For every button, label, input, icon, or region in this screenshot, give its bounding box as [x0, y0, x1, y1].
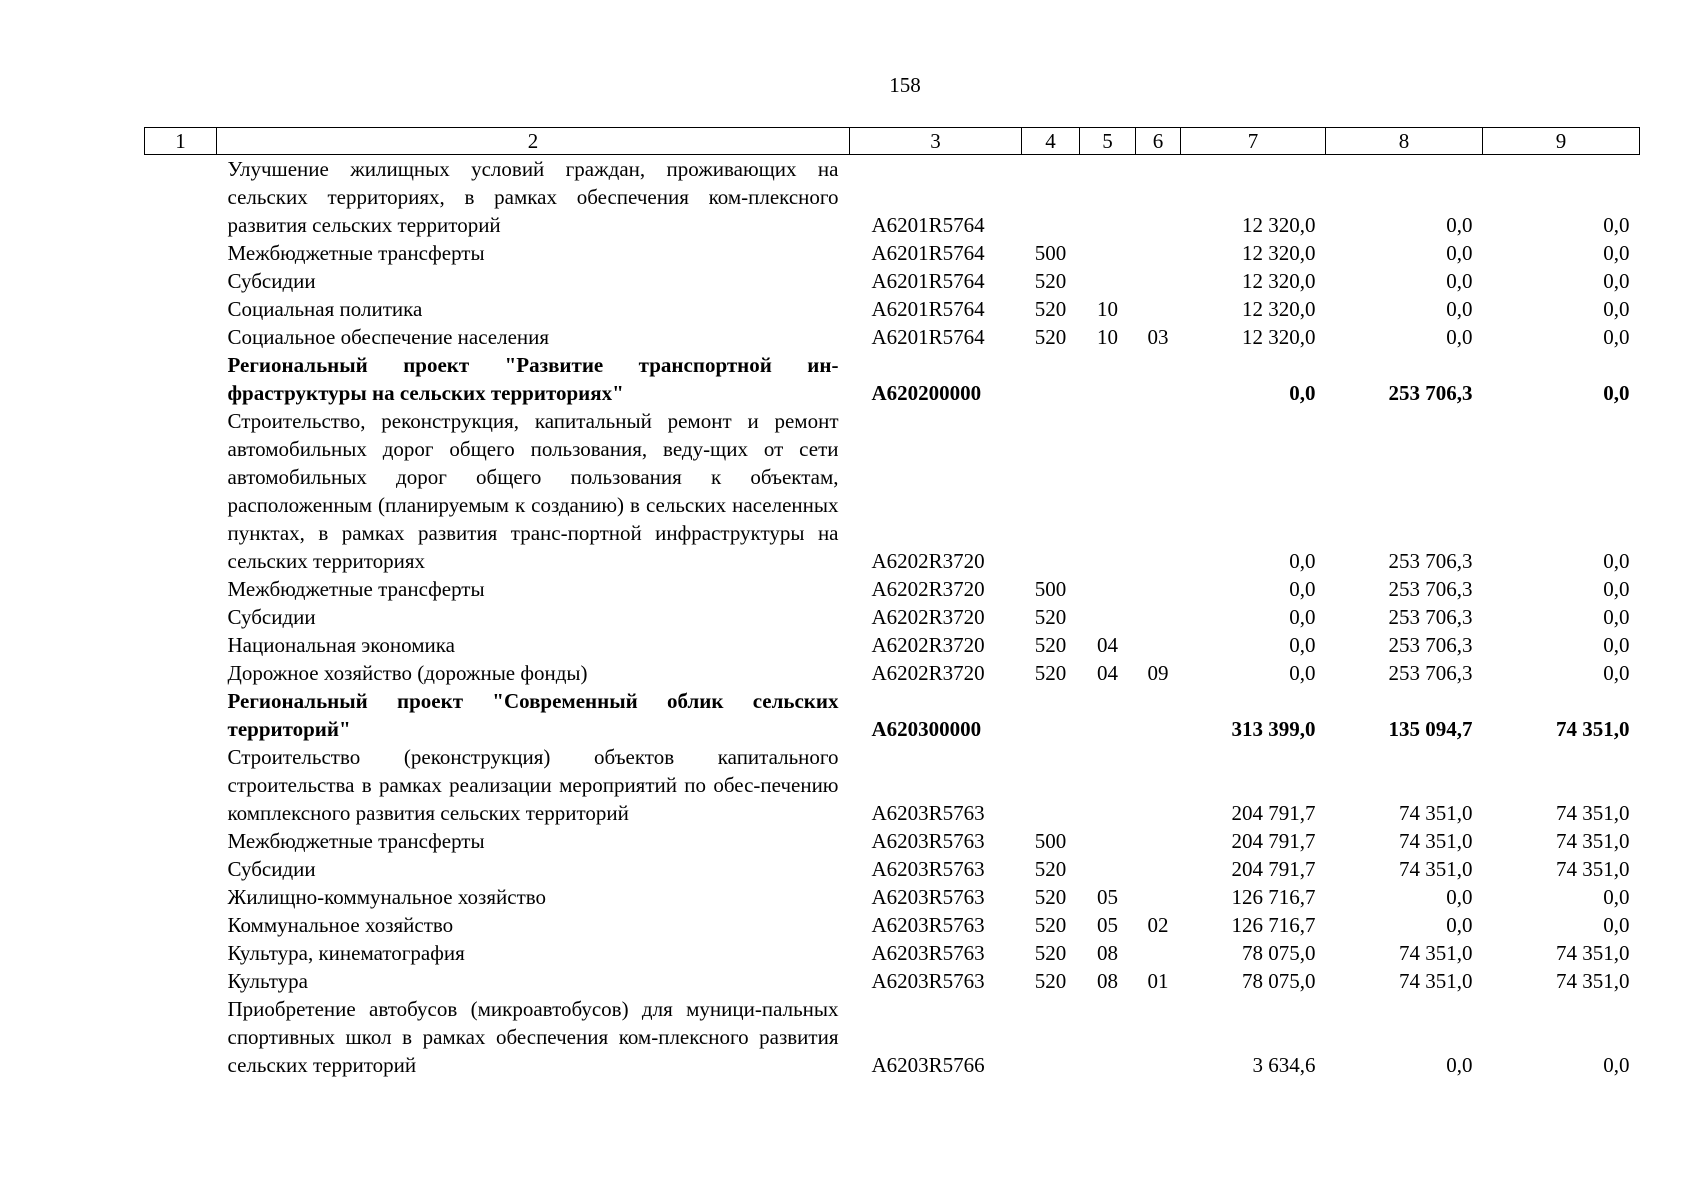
- row-expense-type: [1022, 155, 1080, 240]
- row-value-col8: 253 706,3: [1388, 605, 1473, 629]
- row-number-cell: [145, 155, 217, 240]
- row-code: А6203R5763: [871, 969, 985, 993]
- row-name: Приобретение автобусов (микроавтобусов) для муници-пальных спортивных школ в рамках обеспечения ком-плексного развития сельских территорий: [227, 997, 839, 1077]
- table-row: [145, 267, 1640, 295]
- row-code: А620200000: [871, 381, 982, 405]
- row-value-col7: 12 320,0: [1242, 269, 1316, 293]
- row-number-cell: [145, 407, 217, 575]
- row-code: А6201R5764: [871, 325, 985, 349]
- table-row: [145, 939, 1640, 967]
- row-value-col7: 0,0: [1289, 633, 1316, 657]
- column-header: 8: [1326, 128, 1483, 155]
- row-code: А6202R3720: [871, 549, 985, 573]
- row-value-col8: 0,0: [1446, 885, 1473, 909]
- row-expense-type: 520: [1034, 633, 1067, 657]
- row-value-col8: 0,0: [1446, 297, 1473, 321]
- row-number-cell: [145, 995, 217, 1079]
- row-section: [1080, 155, 1136, 240]
- row-subsection: [1136, 631, 1181, 659]
- row-code: А6201R5764: [871, 213, 985, 237]
- row-number-cell: [145, 351, 217, 407]
- row-number-cell: [145, 855, 217, 883]
- row-code: А6202R3720: [871, 577, 985, 601]
- column-header: 1: [145, 128, 217, 155]
- row-section: [1080, 995, 1136, 1079]
- row-value-col7: 0,0: [1289, 661, 1316, 685]
- row-value-col7: 12 320,0: [1242, 241, 1316, 265]
- row-name: Улучшение жилищных условий граждан, проживающих на сельских территориях, в рамках обеспечения ком-плексного развития сельских территорий: [227, 157, 839, 237]
- row-value-col8: 253 706,3: [1388, 661, 1473, 685]
- row-value-col7: 12 320,0: [1242, 213, 1316, 237]
- row-value-col9: 74 351,0: [1556, 801, 1630, 825]
- row-value-col8: 74 351,0: [1399, 941, 1473, 965]
- row-name: Региональный проект "Современный облик сельских территорий": [227, 689, 839, 741]
- table-row: [145, 995, 1640, 1079]
- row-number-cell: [145, 687, 217, 743]
- row-number-cell: [145, 939, 217, 967]
- row-code: А6203R5763: [871, 885, 985, 909]
- row-code: А6203R5763: [871, 857, 985, 881]
- row-value-col9: 0,0: [1603, 605, 1630, 629]
- row-code: А6201R5764: [871, 297, 985, 321]
- table-row: [145, 295, 1640, 323]
- row-number-cell: [145, 603, 217, 631]
- row-expense-type: 520: [1034, 941, 1067, 965]
- row-expense-type: [1022, 995, 1080, 1079]
- row-number-cell: [145, 827, 217, 855]
- row-value-col8: 0,0: [1446, 269, 1473, 293]
- row-number-cell: [145, 911, 217, 939]
- table-row: [145, 575, 1640, 603]
- row-value-col8: 74 351,0: [1399, 801, 1473, 825]
- row-value-col7: 3 634,6: [1252, 1053, 1316, 1077]
- row-value-col8: 253 706,3: [1388, 577, 1473, 601]
- row-value-col8: 0,0: [1446, 213, 1473, 237]
- row-subsection: [1136, 239, 1181, 267]
- row-expense-type: 520: [1034, 297, 1067, 321]
- column-header: 7: [1181, 128, 1326, 155]
- table-row: [145, 659, 1640, 687]
- row-expense-type: 520: [1034, 969, 1067, 993]
- row-section: [1080, 575, 1136, 603]
- row-value-col7: 0,0: [1289, 381, 1316, 405]
- row-section: 08: [1097, 941, 1118, 965]
- column-header: 9: [1483, 128, 1640, 155]
- row-subsection: [1136, 267, 1181, 295]
- row-value-col8: 74 351,0: [1399, 969, 1473, 993]
- row-value-col9: 74 351,0: [1556, 717, 1630, 741]
- row-expense-type: 520: [1034, 885, 1067, 909]
- table-row: [145, 239, 1640, 267]
- row-section: [1080, 267, 1136, 295]
- row-number-cell: [145, 743, 217, 827]
- row-number-cell: [145, 659, 217, 687]
- row-name: Коммунальное хозяйство: [227, 913, 454, 937]
- row-value-col7: 126 716,7: [1231, 913, 1316, 937]
- row-code: А6203R5763: [871, 913, 985, 937]
- row-value-col9: 74 351,0: [1556, 941, 1630, 965]
- row-expense-type: 500: [1034, 577, 1067, 601]
- row-value-col7: 0,0: [1289, 577, 1316, 601]
- row-value-col7: 12 320,0: [1242, 325, 1316, 349]
- row-section: [1080, 855, 1136, 883]
- row-subsection: [1136, 743, 1181, 827]
- table-row: [145, 323, 1640, 351]
- row-code: А6202R3720: [871, 633, 985, 657]
- row-value-col7: 204 791,7: [1231, 857, 1316, 881]
- column-header: 5: [1080, 128, 1136, 155]
- row-section: [1080, 743, 1136, 827]
- row-value-col7: 313 399,0: [1231, 717, 1316, 741]
- row-value-col8: 0,0: [1446, 241, 1473, 265]
- row-section: [1080, 407, 1136, 575]
- table-row: [145, 827, 1640, 855]
- page-number: 158: [889, 73, 921, 97]
- row-subsection: 01: [1147, 969, 1169, 993]
- row-expense-type: [1022, 687, 1080, 743]
- row-code: А620300000: [871, 717, 982, 741]
- row-section: [1080, 351, 1136, 407]
- row-name: Дорожное хозяйство (дорожные фонды): [227, 661, 588, 685]
- row-name: Межбюджетные трансферты: [227, 577, 485, 601]
- row-code: А6201R5764: [871, 269, 985, 293]
- row-number-cell: [145, 239, 217, 267]
- row-code: А6203R5763: [871, 829, 985, 853]
- row-value-col7: 0,0: [1289, 549, 1316, 573]
- row-value-col9: 74 351,0: [1556, 829, 1630, 853]
- row-value-col7: 204 791,7: [1231, 801, 1316, 825]
- row-value-col7: 126 716,7: [1231, 885, 1316, 909]
- table-row: [145, 743, 1640, 827]
- row-name: Региональный проект "Развитие транспортной ин-фраструктуры на сельских территориях": [227, 353, 839, 405]
- row-value-col9: 0,0: [1603, 885, 1630, 909]
- row-value-col7: 204 791,7: [1231, 829, 1316, 853]
- row-value-col8: 0,0: [1446, 325, 1473, 349]
- row-value-col8: 74 351,0: [1399, 857, 1473, 881]
- table-row: [145, 911, 1640, 939]
- row-value-col9: 0,0: [1603, 633, 1630, 657]
- row-code: А6203R5763: [871, 941, 985, 965]
- row-name: Социальная политика: [227, 297, 423, 321]
- row-subsection: [1136, 883, 1181, 911]
- row-section: [1080, 603, 1136, 631]
- row-expense-type: 520: [1034, 269, 1067, 293]
- table-row: [145, 603, 1640, 631]
- row-subsection: 02: [1147, 913, 1169, 937]
- row-number-cell: [145, 323, 217, 351]
- row-subsection: [1136, 939, 1181, 967]
- row-value-col7: 12 320,0: [1242, 297, 1316, 321]
- row-code: А6201R5764: [871, 241, 985, 265]
- row-name: Национальная экономика: [227, 633, 455, 657]
- row-value-col9: 0,0: [1603, 661, 1630, 685]
- row-subsection: [1136, 855, 1181, 883]
- row-expense-type: [1022, 351, 1080, 407]
- row-expense-type: 520: [1034, 857, 1067, 881]
- table-row: [145, 407, 1640, 575]
- row-name: Социальное обеспечение населения: [227, 325, 550, 349]
- row-name: Субсидии: [227, 605, 316, 629]
- column-header: 4: [1022, 128, 1080, 155]
- row-name: Строительство (реконструкция) объектов капитального строительства в рамках реализации мероприятий по обес-печению комплексного развития сельских территорий: [227, 745, 839, 825]
- row-value-col9: 0,0: [1603, 213, 1630, 237]
- row-number-cell: [145, 575, 217, 603]
- row-value-col9: 0,0: [1603, 325, 1630, 349]
- row-section: [1080, 827, 1136, 855]
- row-number-cell: [145, 883, 217, 911]
- row-subsection: [1136, 575, 1181, 603]
- budget-table: [144, 127, 1640, 1079]
- row-value-col8: 135 094,7: [1388, 717, 1473, 741]
- row-number-cell: [145, 295, 217, 323]
- row-value-col8: 253 706,3: [1388, 633, 1473, 657]
- row-expense-type: [1022, 743, 1080, 827]
- row-subsection: [1136, 295, 1181, 323]
- row-value-col8: 0,0: [1446, 1053, 1473, 1077]
- row-subsection: [1136, 155, 1181, 240]
- row-name: Культура, кинематография: [227, 941, 465, 965]
- table-row: [145, 631, 1640, 659]
- row-section: [1080, 239, 1136, 267]
- row-value-col7: 78 075,0: [1242, 969, 1316, 993]
- row-name: Культура: [227, 969, 308, 993]
- row-section: [1080, 687, 1136, 743]
- row-expense-type: [1022, 407, 1080, 575]
- row-code: А6203R5763: [871, 801, 985, 825]
- row-value-col9: 74 351,0: [1556, 969, 1630, 993]
- row-section: 04: [1097, 633, 1118, 657]
- row-section: 04: [1097, 661, 1118, 685]
- table-row: [145, 351, 1640, 407]
- column-header: 6: [1136, 128, 1181, 155]
- row-value-col7: 0,0: [1289, 605, 1316, 629]
- row-section: 05: [1097, 913, 1118, 937]
- row-name: Жилищно-коммунальное хозяйство: [227, 885, 547, 909]
- row-value-col7: 78 075,0: [1242, 941, 1316, 965]
- row-name: Межбюджетные трансферты: [227, 829, 485, 853]
- row-code: А6203R5766: [871, 1053, 985, 1077]
- row-code: А6202R3720: [871, 661, 985, 685]
- row-value-col8: 253 706,3: [1388, 381, 1473, 405]
- row-value-col9: 0,0: [1603, 241, 1630, 265]
- row-number-cell: [145, 967, 217, 995]
- row-number-cell: [145, 267, 217, 295]
- table-row: [145, 967, 1640, 995]
- header-row: [145, 128, 1640, 155]
- table-row: [145, 155, 1640, 240]
- row-number-cell: [145, 631, 217, 659]
- row-subsection: 09: [1147, 661, 1169, 685]
- row-code: А6202R3720: [871, 605, 985, 629]
- row-value-col8: 0,0: [1446, 913, 1473, 937]
- row-section: 05: [1097, 885, 1118, 909]
- row-subsection: [1136, 351, 1181, 407]
- row-expense-type: 520: [1034, 913, 1067, 937]
- row-name: Межбюджетные трансферты: [227, 241, 485, 265]
- row-section: 10: [1097, 297, 1118, 321]
- row-value-col9: 0,0: [1603, 549, 1630, 573]
- row-value-col9: 74 351,0: [1556, 857, 1630, 881]
- row-subsection: [1136, 687, 1181, 743]
- column-header: 3: [850, 128, 1022, 155]
- row-value-col9: 0,0: [1603, 297, 1630, 321]
- row-expense-type: 520: [1034, 325, 1067, 349]
- row-name: Субсидии: [227, 269, 316, 293]
- row-subsection: [1136, 407, 1181, 575]
- row-section: 10: [1097, 325, 1118, 349]
- row-subsection: [1136, 603, 1181, 631]
- row-subsection: 03: [1147, 325, 1169, 349]
- row-expense-type: 520: [1034, 661, 1067, 685]
- row-subsection: [1136, 827, 1181, 855]
- row-value-col9: 0,0: [1603, 913, 1630, 937]
- row-name: Строительство, реконструкция, капитальный ремонт и ремонт автомобильных дорог общего пользования, веду-щих от сети автомобильных дорог общего пользования к объектам, расположенным (планируемым к созданию) в сельских населенных пунктах, в рамках развития транс-портной инфраструктуры на сельских территориях: [227, 409, 839, 573]
- row-value-col8: 253 706,3: [1388, 549, 1473, 573]
- row-value-col9: 0,0: [1603, 269, 1630, 293]
- row-subsection: [1136, 995, 1181, 1079]
- row-value-col9: 0,0: [1603, 1053, 1630, 1077]
- row-section: 08: [1097, 969, 1118, 993]
- row-value-col9: 0,0: [1603, 381, 1630, 405]
- row-name: Субсидии: [227, 857, 316, 881]
- row-value-col9: 0,0: [1603, 577, 1630, 601]
- table-row: [145, 855, 1640, 883]
- column-header: 2: [217, 128, 850, 155]
- row-expense-type: 520: [1034, 605, 1067, 629]
- row-expense-type: 500: [1034, 829, 1067, 853]
- table-row: [145, 883, 1640, 911]
- row-expense-type: 500: [1034, 241, 1067, 265]
- row-value-col8: 74 351,0: [1399, 829, 1473, 853]
- table-row: [145, 687, 1640, 743]
